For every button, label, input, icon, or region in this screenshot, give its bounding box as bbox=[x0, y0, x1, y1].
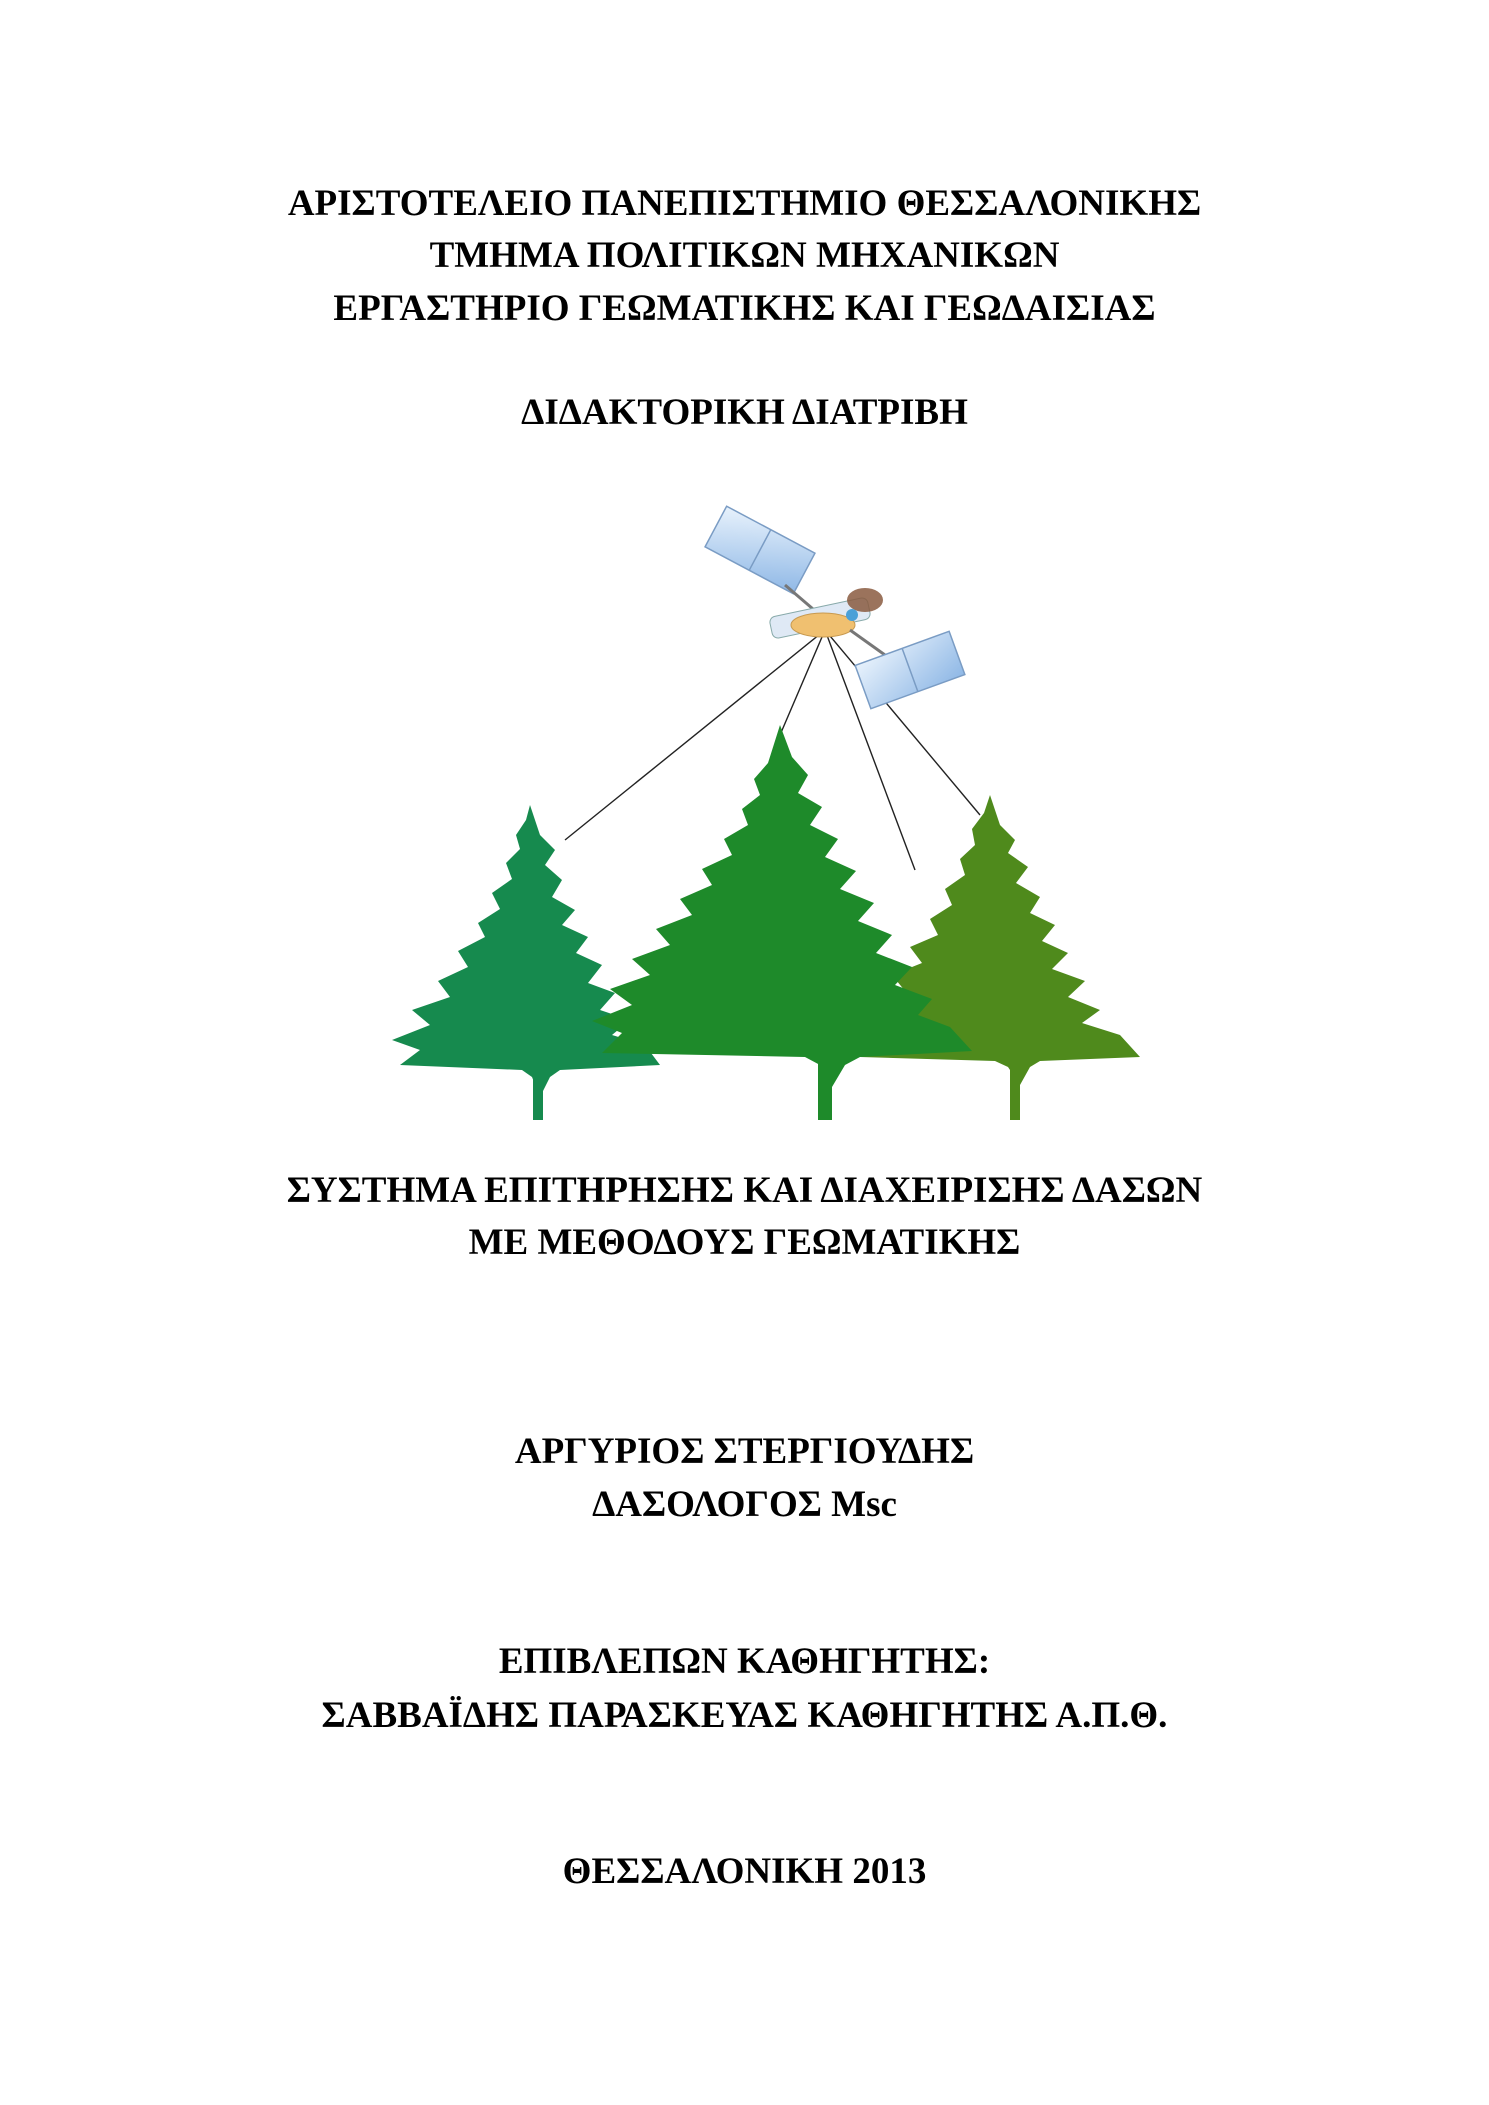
satellite-panel-upper bbox=[705, 506, 815, 594]
university-name: ΑΡΙΣΤΟΤΕΛΕΙΟ ΠΑΝΕΠΙΣΤΗΜΙΟ ΘΕΣΣΑΛΟΝΙΚΗΣ bbox=[287, 183, 1202, 224]
tree-right-icon bbox=[852, 795, 1140, 1120]
place-year: ΘΕΣΣΑΛΟΝΙΚΗ 2013 bbox=[562, 1851, 927, 1892]
laboratory-name: ΕΡΓΑΣΤΗΡΙΟ ΓΕΩΜΑΤΙΚΗΣ ΚΑΙ ΓΕΩΔΑΙΣΙΑΣ bbox=[333, 288, 1156, 329]
satellite-body bbox=[769, 588, 883, 639]
satellite-icon bbox=[705, 506, 965, 708]
thesis-title-line-2: ΜΕ ΜΕΘΟΔΟΥΣ ΓΕΩΜΑΤΙΚΗΣ bbox=[468, 1222, 1021, 1263]
author-credential: ΔΑΣΟΛΟΓΟΣ Msc bbox=[592, 1484, 897, 1525]
author-name: ΑΡΓΥΡΙΟΣ ΣΤΕΡΓΙΟΥΔΗΣ bbox=[514, 1431, 975, 1472]
document-type: ΔΙΔΑΚΤΟΡΙΚΗ ΔΙΑΤΡΙΒΗ bbox=[521, 392, 968, 433]
department-name: ΤΜΗΜΑ ΠΟΛΙΤΙΚΩΝ ΜΗΧΑΝΙΚΩΝ bbox=[429, 235, 1060, 276]
supervisor-label: ΕΠΙΒΛΕΠΩΝ ΚΑΘΗΓΗΤΗΣ: bbox=[498, 1641, 991, 1682]
satellite-over-forest-icon bbox=[340, 505, 1220, 1125]
satellite-panel-lower bbox=[855, 631, 965, 708]
tree-left-icon bbox=[392, 805, 660, 1120]
supervisor-name: ΣΑΒΒΑΪΔΗΣ ΠΑΡΑΣΚΕΥΑΣ ΚΑΘΗΓΗΤΗΣ Α.Π.Θ. bbox=[321, 1695, 1168, 1736]
thesis-title-line-1: ΣΥΣΤΗΜΑ ΕΠΙΤΗΡΗΣΗΣ ΚΑΙ ΔΙΑΧΕΙΡΙΣΗΣ ΔΑΣΩΝ bbox=[286, 1170, 1203, 1211]
